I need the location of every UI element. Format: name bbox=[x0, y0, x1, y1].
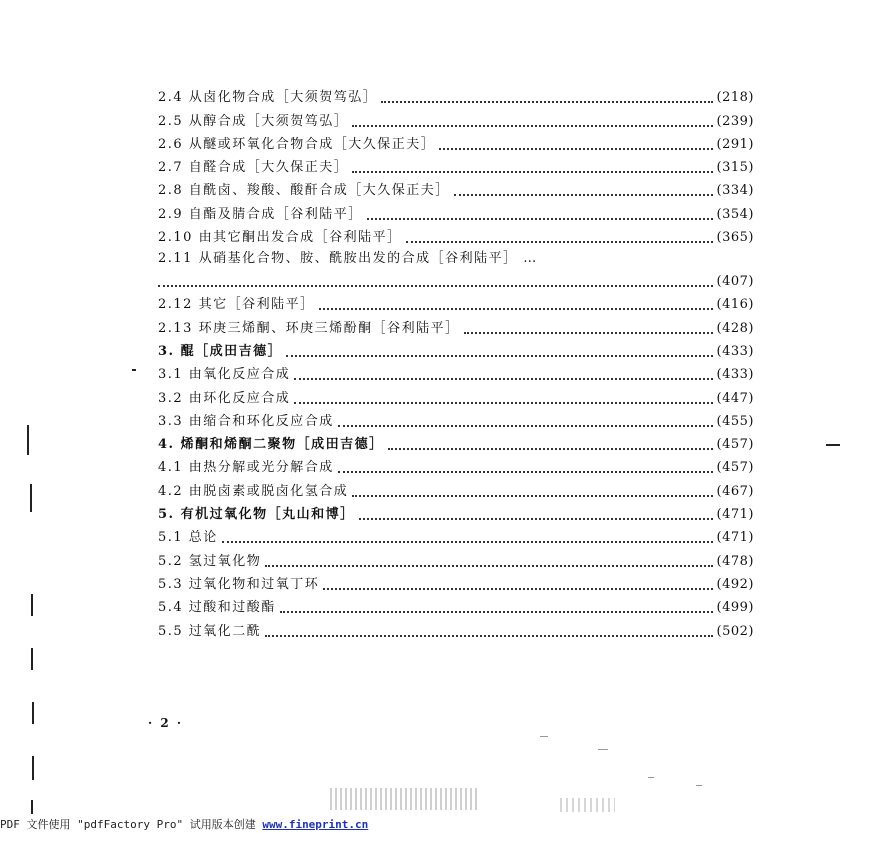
toc-title: 3.1 由氧化反应合成 bbox=[158, 367, 291, 383]
toc-page: (478) bbox=[716, 553, 754, 569]
toc-page: (502) bbox=[716, 623, 754, 639]
table-of-contents bbox=[158, 83, 754, 640]
leader-dots bbox=[294, 402, 712, 404]
toc-page: (334) bbox=[716, 183, 754, 199]
toc-entry bbox=[158, 383, 754, 406]
toc-page: (365) bbox=[716, 230, 754, 246]
toc-entry bbox=[158, 407, 754, 430]
leader-dots bbox=[158, 285, 713, 287]
scan-artifact bbox=[32, 702, 34, 724]
leader-dots bbox=[352, 125, 712, 127]
toc-page: (455) bbox=[716, 413, 754, 429]
toc-page: (471) bbox=[716, 507, 754, 523]
leader-dots bbox=[338, 425, 713, 427]
toc-title: 2.4 从卤化物合成［大须贺笃弘］ bbox=[158, 90, 378, 106]
toc-entry bbox=[158, 176, 754, 199]
leader-dots bbox=[323, 588, 712, 590]
toc-page: (471) bbox=[716, 530, 754, 546]
scan-artifact bbox=[826, 444, 840, 446]
scan-artifact bbox=[540, 736, 548, 737]
scan-artifact bbox=[30, 484, 32, 512]
scan-artifact bbox=[31, 594, 33, 616]
toc-title: 2.12 其它［谷利陆平］ bbox=[158, 297, 315, 313]
toc-page: (428) bbox=[716, 320, 754, 336]
footer-text: PDF 文件使用 "pdfFactory Pro" 试用版本创建 bbox=[0, 818, 263, 831]
leader-dots bbox=[454, 194, 713, 196]
toc-entry bbox=[158, 106, 754, 129]
toc-page: (457) bbox=[716, 460, 754, 476]
toc-title: 2.11 从硝基化合物、胺、酰胺出发的合成［谷利陆平］ … bbox=[158, 251, 538, 267]
toc-page: (433) bbox=[716, 367, 754, 383]
scan-artifact bbox=[648, 777, 654, 778]
toc-entry bbox=[158, 199, 754, 222]
toc-title: 4.1 由热分解或光分解合成 bbox=[158, 460, 334, 476]
toc-entry bbox=[158, 290, 754, 313]
scan-artifact bbox=[560, 798, 615, 812]
toc-title: 4. 烯酮和烯酮二聚物［成田吉德］ bbox=[158, 437, 384, 453]
toc-title: 5.4 过酸和过酸酯 bbox=[158, 600, 276, 616]
leader-dots bbox=[359, 518, 713, 520]
toc-entry bbox=[158, 153, 754, 176]
leader-dots bbox=[381, 101, 712, 103]
toc-page: (416) bbox=[716, 297, 754, 313]
leader-dots bbox=[280, 611, 713, 613]
page-number: · 2 · bbox=[148, 716, 184, 730]
scan-artifact bbox=[31, 648, 33, 670]
leader-dots bbox=[439, 148, 712, 150]
toc-title: 2.7 自醛合成［大久保正夫］ bbox=[158, 160, 349, 176]
leader-dots bbox=[406, 241, 713, 243]
toc-page: (239) bbox=[716, 113, 754, 129]
toc-title: 5.1 总论 bbox=[158, 530, 218, 546]
toc-page: (499) bbox=[716, 600, 754, 616]
scan-artifact bbox=[696, 785, 702, 786]
toc-page: (407) bbox=[716, 274, 754, 290]
scan-artifact bbox=[27, 425, 29, 455]
toc-title: 3. 醌［成田吉德］ bbox=[158, 343, 283, 359]
leader-dots bbox=[265, 635, 712, 637]
leader-dots bbox=[338, 471, 713, 473]
leader-dots bbox=[367, 218, 713, 220]
toc-entry bbox=[158, 523, 754, 546]
scan-artifact bbox=[31, 800, 33, 814]
scan-artifact bbox=[132, 369, 136, 371]
toc-entry bbox=[158, 223, 754, 246]
toc-entry bbox=[158, 616, 754, 639]
toc-page: (492) bbox=[716, 576, 754, 592]
toc-entry bbox=[158, 130, 754, 153]
toc-title: 2.10 由其它酮出发合成［谷利陆平］ bbox=[158, 230, 402, 246]
leader-dots bbox=[222, 541, 713, 543]
footer-link[interactable]: www.fineprint.cn bbox=[262, 818, 369, 831]
toc-title: 3.3 由缩合和环化反应合成 bbox=[158, 413, 334, 429]
toc-entry bbox=[158, 546, 754, 569]
leader-dots bbox=[352, 495, 712, 497]
toc-chapter bbox=[158, 430, 754, 453]
toc-title: 5.3 过氧化物和过氧丁环 bbox=[158, 576, 320, 592]
toc-page: (433) bbox=[716, 343, 754, 359]
toc-title: 2.8 自酰卤、羧酸、酸酐合成［大久保正夫］ bbox=[158, 183, 450, 199]
toc-entry bbox=[158, 246, 754, 267]
toc-page: (354) bbox=[716, 206, 754, 222]
toc-entry bbox=[158, 83, 754, 106]
toc-title: 2.6 从醚或环氧化合物合成［大久保正夫］ bbox=[158, 136, 436, 152]
toc-title: 2.5 从醇合成［大须贺笃弘］ bbox=[158, 113, 349, 129]
toc-chapter bbox=[158, 500, 754, 523]
leader-dots bbox=[265, 565, 712, 567]
toc-title: 5.5 过氧化二酰 bbox=[158, 623, 262, 639]
toc-title: 5.2 氢过氧化物 bbox=[158, 553, 262, 569]
toc-title: 2.13 环庚三烯酮、环庚三烯酚酮［谷利陆平］ bbox=[158, 320, 460, 336]
toc-entry bbox=[158, 476, 754, 499]
leader-dots bbox=[464, 332, 713, 334]
leader-dots bbox=[388, 448, 713, 450]
toc-page: (218) bbox=[716, 90, 754, 106]
toc-entry bbox=[158, 593, 754, 616]
toc-entry bbox=[158, 313, 754, 336]
toc-chapter bbox=[158, 337, 754, 360]
toc-page: (457) bbox=[716, 437, 754, 453]
toc-entry-continuation bbox=[158, 267, 754, 290]
toc-entry bbox=[158, 570, 754, 593]
leader-dots bbox=[294, 378, 712, 380]
scan-artifact bbox=[32, 756, 34, 780]
leader-dots bbox=[319, 308, 713, 310]
toc-page: (315) bbox=[716, 160, 754, 176]
toc-page: (447) bbox=[716, 390, 754, 406]
leader-dots bbox=[286, 355, 712, 357]
leader-dots bbox=[352, 171, 712, 173]
scan-artifact bbox=[598, 749, 608, 750]
scan-artifact bbox=[330, 788, 480, 810]
toc-page: (467) bbox=[716, 483, 754, 499]
toc-page: (291) bbox=[716, 136, 754, 152]
toc-title: 4.2 由脱卤素或脱卤化氢合成 bbox=[158, 483, 349, 499]
toc-entry bbox=[158, 453, 754, 476]
toc-entry bbox=[158, 360, 754, 383]
toc-title: 5. 有机过氧化物［丸山和博］ bbox=[158, 507, 355, 523]
toc-title: 3.2 由环化反应合成 bbox=[158, 390, 291, 406]
toc-title: 2.9 自酯及腈合成［谷利陆平］ bbox=[158, 206, 363, 222]
watermark-footer bbox=[0, 816, 368, 832]
